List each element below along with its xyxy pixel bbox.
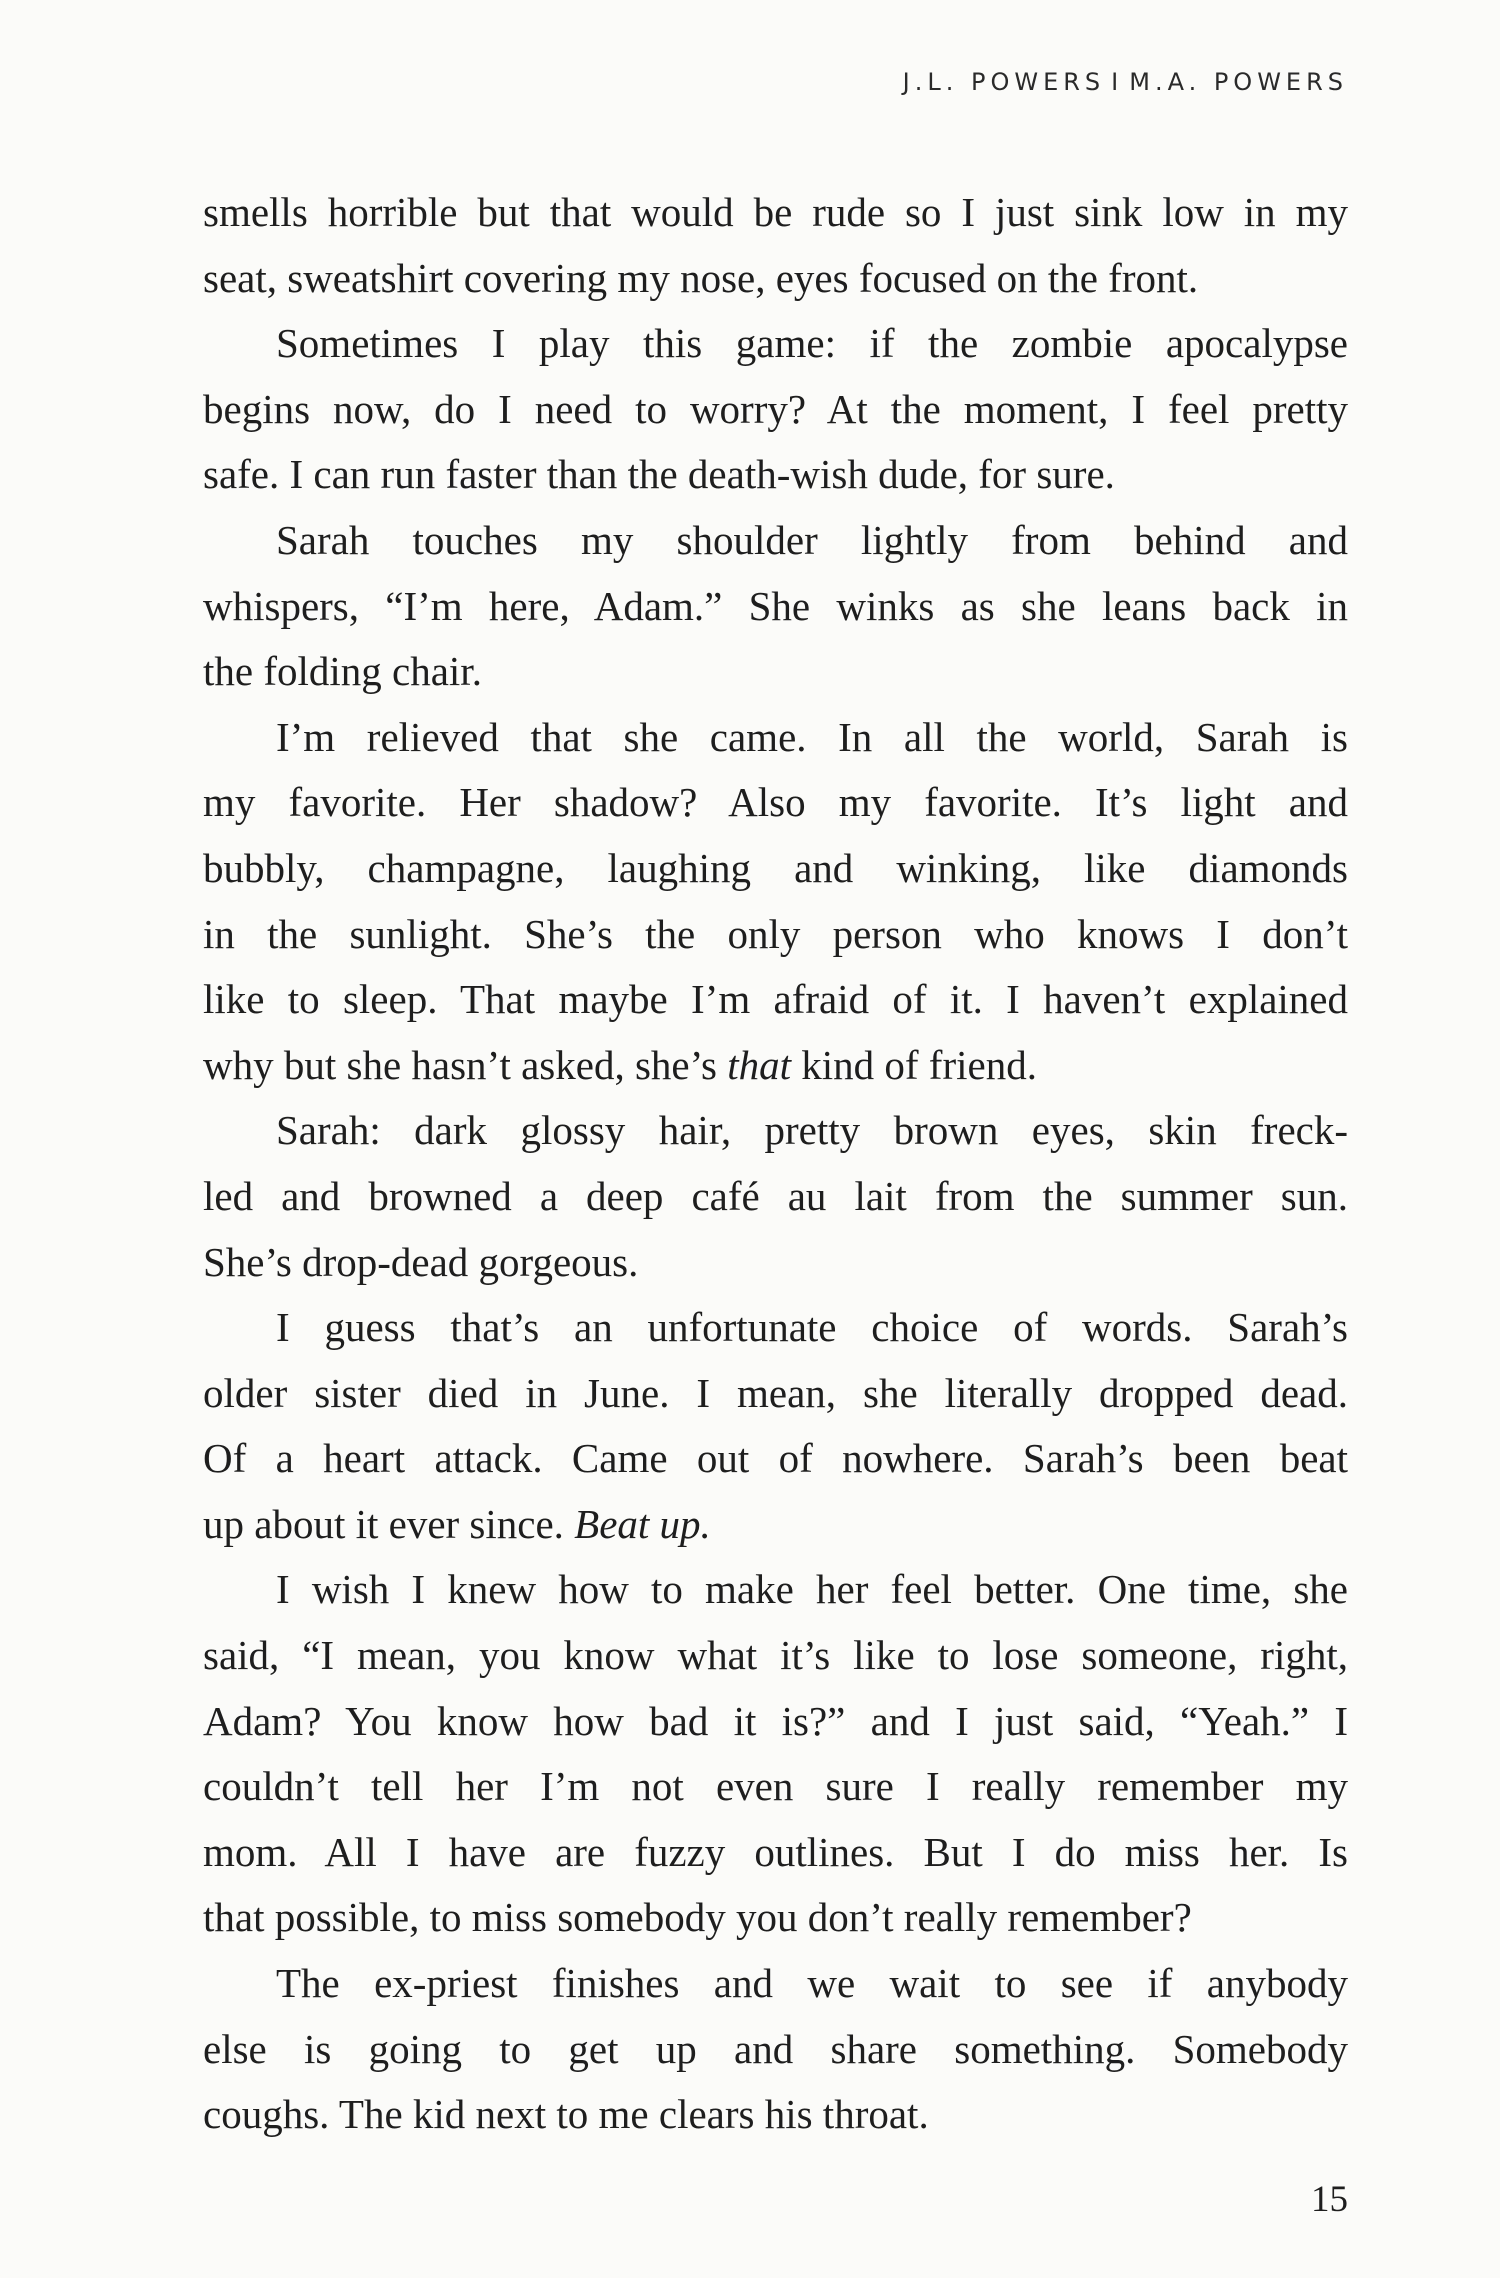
text-line: older sister died in June. I mean, she literally dropped dead. [203, 1369, 1348, 1416]
text-line: mom. All I have are fuzzy outlines. But I do miss her. Is [203, 1828, 1348, 1875]
text-run: why but she hasn’t asked, she’s [203, 1041, 728, 1088]
paragraph [203, 705, 1348, 1099]
paragraph [203, 508, 1348, 705]
text-line: safe. I can run faster than the death-wish dude, for sure. [203, 451, 1115, 498]
text-run: up about it ever since. [203, 1500, 575, 1547]
text-line: said, “I mean, you know what it’s like to lose someone, right, [203, 1632, 1348, 1679]
text-line: my favorite. Her shadow? Also my favorite. It’s light and [203, 779, 1348, 826]
body-text [203, 180, 1348, 2148]
paragraph [203, 1295, 1348, 1557]
paragraph [203, 1951, 1348, 2148]
text-line: else is going to get up and share something. Somebody [203, 2025, 1348, 2072]
text-line: the folding chair. [203, 648, 482, 695]
text-line [203, 1033, 1348, 1099]
emphasis: that [727, 1041, 792, 1088]
text-line: I’m relieved that she came. In all the world, Sarah is [276, 713, 1348, 760]
text-line: bubbly, champagne, laughing and winking, like diamonds [203, 844, 1348, 891]
text-line: whispers, “I’m here, Adam.” She winks as she leans back in [203, 582, 1348, 629]
text-line: Sometimes I play this game: if the zombie apocalypse [276, 320, 1348, 367]
running-head-author-1: J.L. POWERS [902, 68, 1106, 96]
text-line: The ex-priest finishes and we wait to see if anybody [276, 1960, 1348, 2007]
page-number: 15 [1311, 2179, 1348, 2220]
text-line: smells horrible but that would be rude so I just sink low in my [203, 189, 1348, 235]
emphasis: Beat up. [574, 1500, 711, 1547]
paragraph [203, 1098, 1348, 1295]
text-line [203, 1492, 1348, 1558]
running-head [903, 68, 1348, 96]
text-line: led and browned a deep café au lait from the summer sun. [203, 1172, 1348, 1219]
running-head-separator: I [1111, 68, 1124, 96]
text-line: that possible, to miss somebody you don’t really remember? [203, 1894, 1192, 1941]
running-head-author-2: M.A. POWERS [1129, 68, 1348, 96]
text-line: Of a heart attack. Came out of nowhere. Sarah’s been beat [203, 1435, 1348, 1482]
paragraph [203, 1557, 1348, 1951]
text-line: I guess that’s an unfortunate choice of words. Sarah’s [276, 1304, 1348, 1351]
text-line: She’s drop-dead gorgeous. [203, 1238, 639, 1285]
paragraph [203, 311, 1348, 508]
paragraph [203, 180, 1348, 311]
text-line: Adam? You know how bad it is?” and I just said, “Yeah.” I [203, 1697, 1348, 1744]
text-line: begins now, do I need to worry? At the moment, I feel pretty [203, 385, 1348, 432]
text-line: couldn’t tell her I’m not even sure I really remember my [203, 1763, 1348, 1810]
text-line: coughs. The kid next to me clears his throat. [203, 2091, 929, 2138]
text-line: Sarah: dark glossy hair, pretty brown eyes, skin freck- [276, 1107, 1348, 1154]
text-line: seat, sweatshirt covering my nose, eyes focused on the front. [203, 254, 1199, 301]
text-line: I wish I knew how to make her feel better. One time, she [276, 1566, 1348, 1613]
text-line: in the sunlight. She’s the only person who knows I don’t [203, 910, 1348, 957]
text-line: like to sleep. That maybe I’m afraid of it. I haven’t explained [203, 976, 1348, 1023]
text-line: Sarah touches my shoulder lightly from behind and [276, 516, 1348, 563]
text-run: kind of friend. [791, 1041, 1037, 1088]
